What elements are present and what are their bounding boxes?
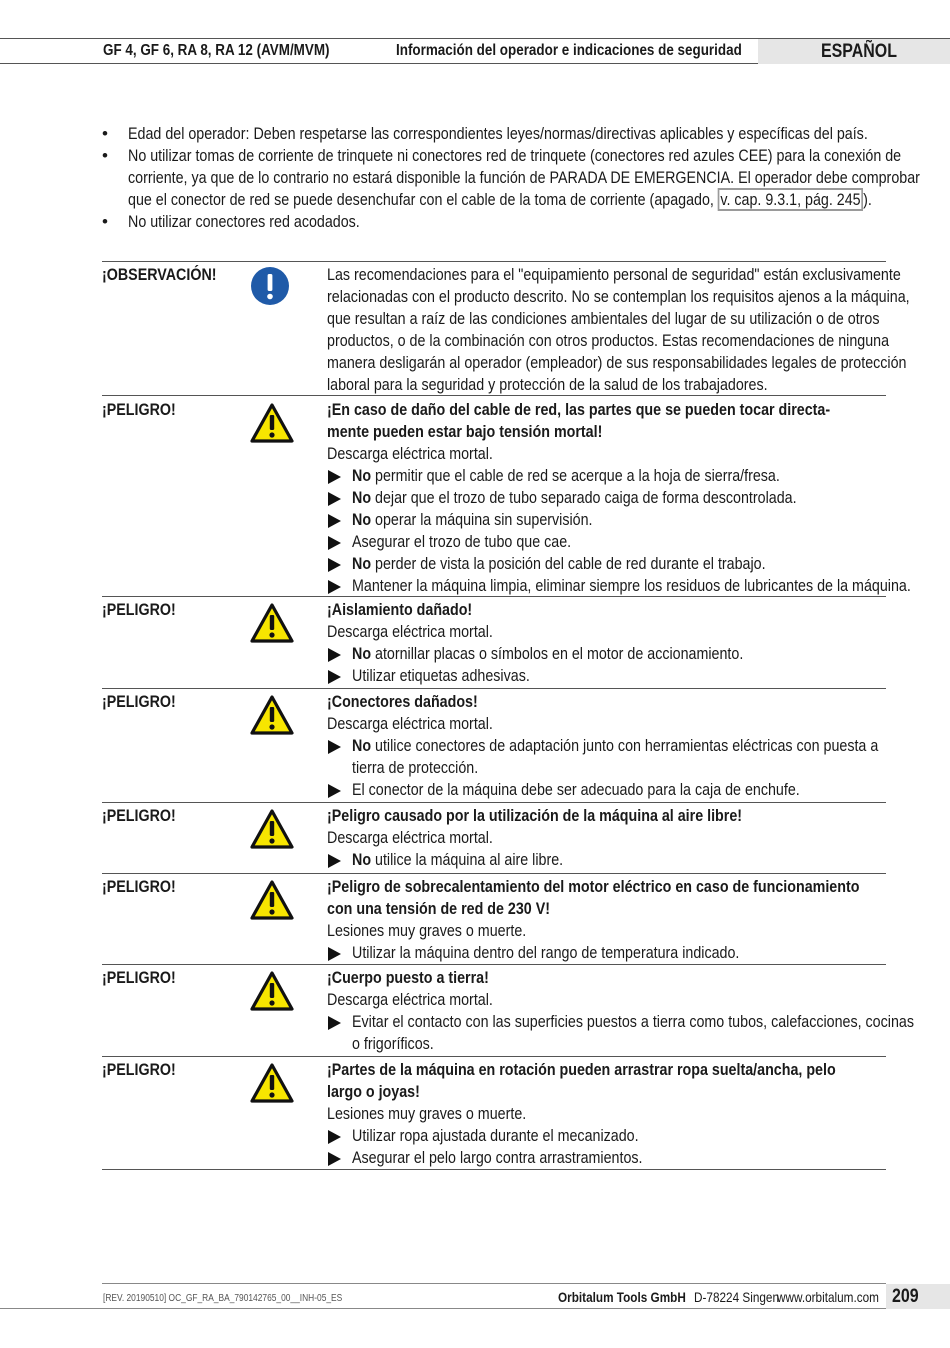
danger-consequence: Descarga eléctrica mortal. xyxy=(327,990,493,1009)
arrow-icon xyxy=(328,514,341,528)
danger-title: ¡Aislamiento dañado! xyxy=(327,600,473,619)
action-text: tierra de protección. xyxy=(352,758,479,777)
text-line: laboral para la seguridad y protección de la salud de los trabajadores. xyxy=(327,375,768,394)
bullet-line: No utilizar conectores red acodados. xyxy=(128,212,360,231)
action-item xyxy=(327,553,907,575)
table-bottom-rule xyxy=(102,1169,886,1170)
arrow-icon xyxy=(328,558,341,572)
list-item xyxy=(102,123,892,145)
text-line: productos, o de la combinación con otros productos. Estas recomendaciones de ninguna xyxy=(327,331,890,350)
action-text: Mantener la máquina limpia, eliminar siempre los residuos de lubricantes de la máquina. xyxy=(352,576,911,595)
list-item xyxy=(102,145,920,211)
action-text: Utilizar la máquina dentro del rango de temperatura indicado. xyxy=(352,943,740,962)
arrow-icon xyxy=(328,854,341,868)
action-emphasis: No xyxy=(352,644,372,663)
action-text: dejar que el trozo de tubo separado caiga de forma descontrolada. xyxy=(371,488,797,507)
action-item xyxy=(327,1147,907,1169)
danger-consequence: Descarga eléctrica mortal. xyxy=(327,828,493,847)
bullet-line xyxy=(128,189,892,211)
action-item xyxy=(327,849,907,871)
bullet-text: que el conector de red se puede desenchufar con el cable de la toma de corriente (apagado, xyxy=(128,190,718,209)
action-text: atornillar placas o símbolos en el motor de accionamiento. xyxy=(371,644,744,663)
action-item xyxy=(327,465,907,487)
warning-triangle-icon xyxy=(250,880,294,920)
footer-top-rule xyxy=(102,1283,886,1284)
action-text: Utilizar etiquetas adhesivas. xyxy=(352,666,530,685)
action-item xyxy=(327,735,907,779)
footer-bottom-rule xyxy=(0,1308,886,1309)
action-item xyxy=(327,509,907,531)
signal-word: ¡PELIGRO! xyxy=(102,692,176,711)
danger-title: largo o joyas! xyxy=(327,1082,420,1101)
arrow-icon xyxy=(328,670,341,684)
danger-title: mente pueden estar bajo tensión mortal! xyxy=(327,422,603,441)
cross-reference-link[interactable]: v. cap. 9.3.1, pág. 245 xyxy=(718,188,863,211)
arrow-icon xyxy=(328,648,341,662)
action-emphasis: No xyxy=(352,554,372,573)
action-item xyxy=(327,942,907,964)
danger-text xyxy=(327,1059,907,1169)
action-text: utilice la máquina al aire libre. xyxy=(371,850,564,869)
danger-text xyxy=(327,691,907,801)
exclamation-circle-icon xyxy=(250,266,290,306)
action-item xyxy=(327,487,907,509)
arrow-icon xyxy=(328,470,341,484)
signal-word: ¡PELIGRO! xyxy=(102,877,176,896)
danger-text xyxy=(327,876,907,964)
text-line: que resultan a raíz de las condiciones ambientales del lugar de su utilización o de otros xyxy=(327,309,880,328)
footer-revision: [REV. 20190510] OC_GF_RA_BA_790142765_00__INH-05_ES xyxy=(103,1293,343,1304)
danger-consequence: Lesiones muy graves o muerte. xyxy=(327,1104,527,1123)
warning-triangle-icon xyxy=(250,971,294,1011)
action-emphasis: No xyxy=(352,850,372,869)
action-text: utilice conectores de adaptación junto con herramientas eléctricas con puesta a xyxy=(371,736,879,755)
arrow-icon xyxy=(328,1130,341,1144)
header-section-title: Información del operador e indicaciones de seguridad xyxy=(396,42,742,59)
action-text: perder de vista la posición del cable de red durante el trabajo. xyxy=(371,554,766,573)
header-bottom-rule xyxy=(0,63,758,64)
arrow-icon xyxy=(328,740,341,754)
arrow-icon xyxy=(328,536,341,550)
text-line: relacionadas con el producto descrito. No se contemplan los requisitos ajenos a la máquina, xyxy=(327,287,910,306)
action-item xyxy=(327,1011,914,1055)
warning-triangle-icon xyxy=(250,403,294,443)
bullet-line: corriente, ya que de lo contrario no estará disponible la función de PARADA DE EMERGENCIA. El operador debe comprobar xyxy=(128,168,920,187)
action-text: Utilizar ropa ajustada durante el mecanizado. xyxy=(352,1126,639,1145)
action-item xyxy=(327,643,907,665)
danger-title: ¡Conectores dañados! xyxy=(327,692,478,711)
action-text: permitir que el cable de red se acerque a la hoja de sierra/fresa. xyxy=(371,466,780,485)
signal-word: ¡PELIGRO! xyxy=(102,400,176,419)
action-item xyxy=(327,531,907,553)
danger-title: ¡Cuerpo puesto a tierra! xyxy=(327,968,489,987)
row-rule xyxy=(102,688,886,689)
danger-text xyxy=(327,399,911,597)
arrow-icon xyxy=(328,1152,341,1166)
arrow-icon xyxy=(328,492,341,506)
row-rule xyxy=(102,395,886,396)
row-rule xyxy=(102,1056,886,1057)
action-item xyxy=(327,575,911,597)
action-text: Asegurar el trozo de tubo que cae. xyxy=(352,532,572,551)
bullet-line: No utilizar tomas de corriente de trinquete ni conectores red de trinquete (conectores red azules CEE) para la conexión de xyxy=(128,146,902,165)
bullet-dot: • xyxy=(102,124,108,143)
arrow-icon xyxy=(328,1016,341,1030)
danger-title: con una tensión de red de 230 V! xyxy=(327,899,550,918)
danger-consequence: Descarga eléctrica mortal. xyxy=(327,714,493,733)
action-text: El conector de la máquina debe ser adecuado para la caja de enchufe. xyxy=(352,780,800,799)
row-rule xyxy=(102,964,886,965)
row-rule xyxy=(102,802,886,803)
row-rule xyxy=(102,596,886,597)
table-top-rule xyxy=(102,261,886,262)
row-rule xyxy=(102,873,886,874)
header-model: GF 4, GF 6, RA 8, RA 12 (AVM/MVM) xyxy=(103,42,330,59)
action-emphasis: No xyxy=(352,488,372,507)
warning-triangle-icon xyxy=(250,1063,294,1103)
danger-text xyxy=(327,599,907,687)
danger-consequence: Lesiones muy graves o muerte. xyxy=(327,921,527,940)
action-emphasis: No xyxy=(352,510,372,529)
action-text: Evitar el contacto con las superficies puestos a tierra como tubos, calefacciones, cocinas xyxy=(352,1012,914,1031)
action-text: o frigoríficos. xyxy=(352,1034,434,1053)
arrow-icon xyxy=(328,580,341,594)
action-emphasis: No xyxy=(352,736,372,755)
bullet-dot: • xyxy=(102,146,108,165)
signal-word: ¡PELIGRO! xyxy=(102,968,176,987)
header-language: ESPAÑOL xyxy=(821,41,897,62)
warning-triangle-icon xyxy=(250,809,294,849)
observation-text xyxy=(327,264,910,396)
arrow-icon xyxy=(328,947,341,961)
danger-title: ¡Peligro de sobrecalentamiento del motor eléctrico en caso de funcionamiento xyxy=(327,877,860,896)
danger-title: ¡En caso de daño del cable de red, las partes que se pueden tocar directa- xyxy=(327,400,831,419)
arrow-icon xyxy=(328,784,341,798)
signal-word: ¡PELIGRO! xyxy=(102,1060,176,1079)
action-item xyxy=(327,779,907,801)
signal-word: ¡PELIGRO! xyxy=(102,806,176,825)
signal-word: ¡OBSERVACIÓN! xyxy=(102,265,217,284)
action-item xyxy=(327,665,907,687)
action-item xyxy=(327,1125,907,1147)
warning-triangle-icon xyxy=(250,603,294,643)
danger-text xyxy=(327,805,907,871)
bullet-dot: • xyxy=(102,212,108,231)
page-number: 209 xyxy=(892,1286,919,1307)
signal-word: ¡PELIGRO! xyxy=(102,600,176,619)
action-text: Asegurar el pelo largo contra arrastramientos. xyxy=(352,1148,643,1167)
danger-title: ¡Partes de la máquina en rotación pueden arrastrar ropa suelta/ancha, pelo xyxy=(327,1060,836,1079)
bullet-line: Edad del operador: Deben respetarse las correspondientes leyes/normas/directivas aplicables y específicas del país. xyxy=(128,124,868,143)
bullet-text: ). xyxy=(863,190,872,209)
text-line: manera desligarán al operador (empleador) de sus responsabilidades legales de protección xyxy=(327,353,907,372)
warning-triangle-icon xyxy=(250,695,294,735)
danger-consequence: Descarga eléctrica mortal. xyxy=(327,444,493,463)
danger-title: ¡Peligro causado por la utilización de la máquina al aire libre! xyxy=(327,806,743,825)
footer-address: D-78224 Singen xyxy=(694,1289,779,1305)
list-item xyxy=(102,211,892,233)
danger-text xyxy=(327,967,914,1055)
action-emphasis: No xyxy=(352,466,372,485)
intro-bullet-list xyxy=(102,123,920,233)
footer-website-link[interactable]: www.orbitalum.com xyxy=(777,1289,879,1305)
action-text: operar la máquina sin supervisión. xyxy=(371,510,593,529)
danger-consequence: Descarga eléctrica mortal. xyxy=(327,622,493,641)
text-line: Las recomendaciones para el "equipamiento personal de seguridad" están exclusivamente xyxy=(327,265,901,284)
footer-company: Orbitalum Tools GmbH xyxy=(558,1289,686,1305)
